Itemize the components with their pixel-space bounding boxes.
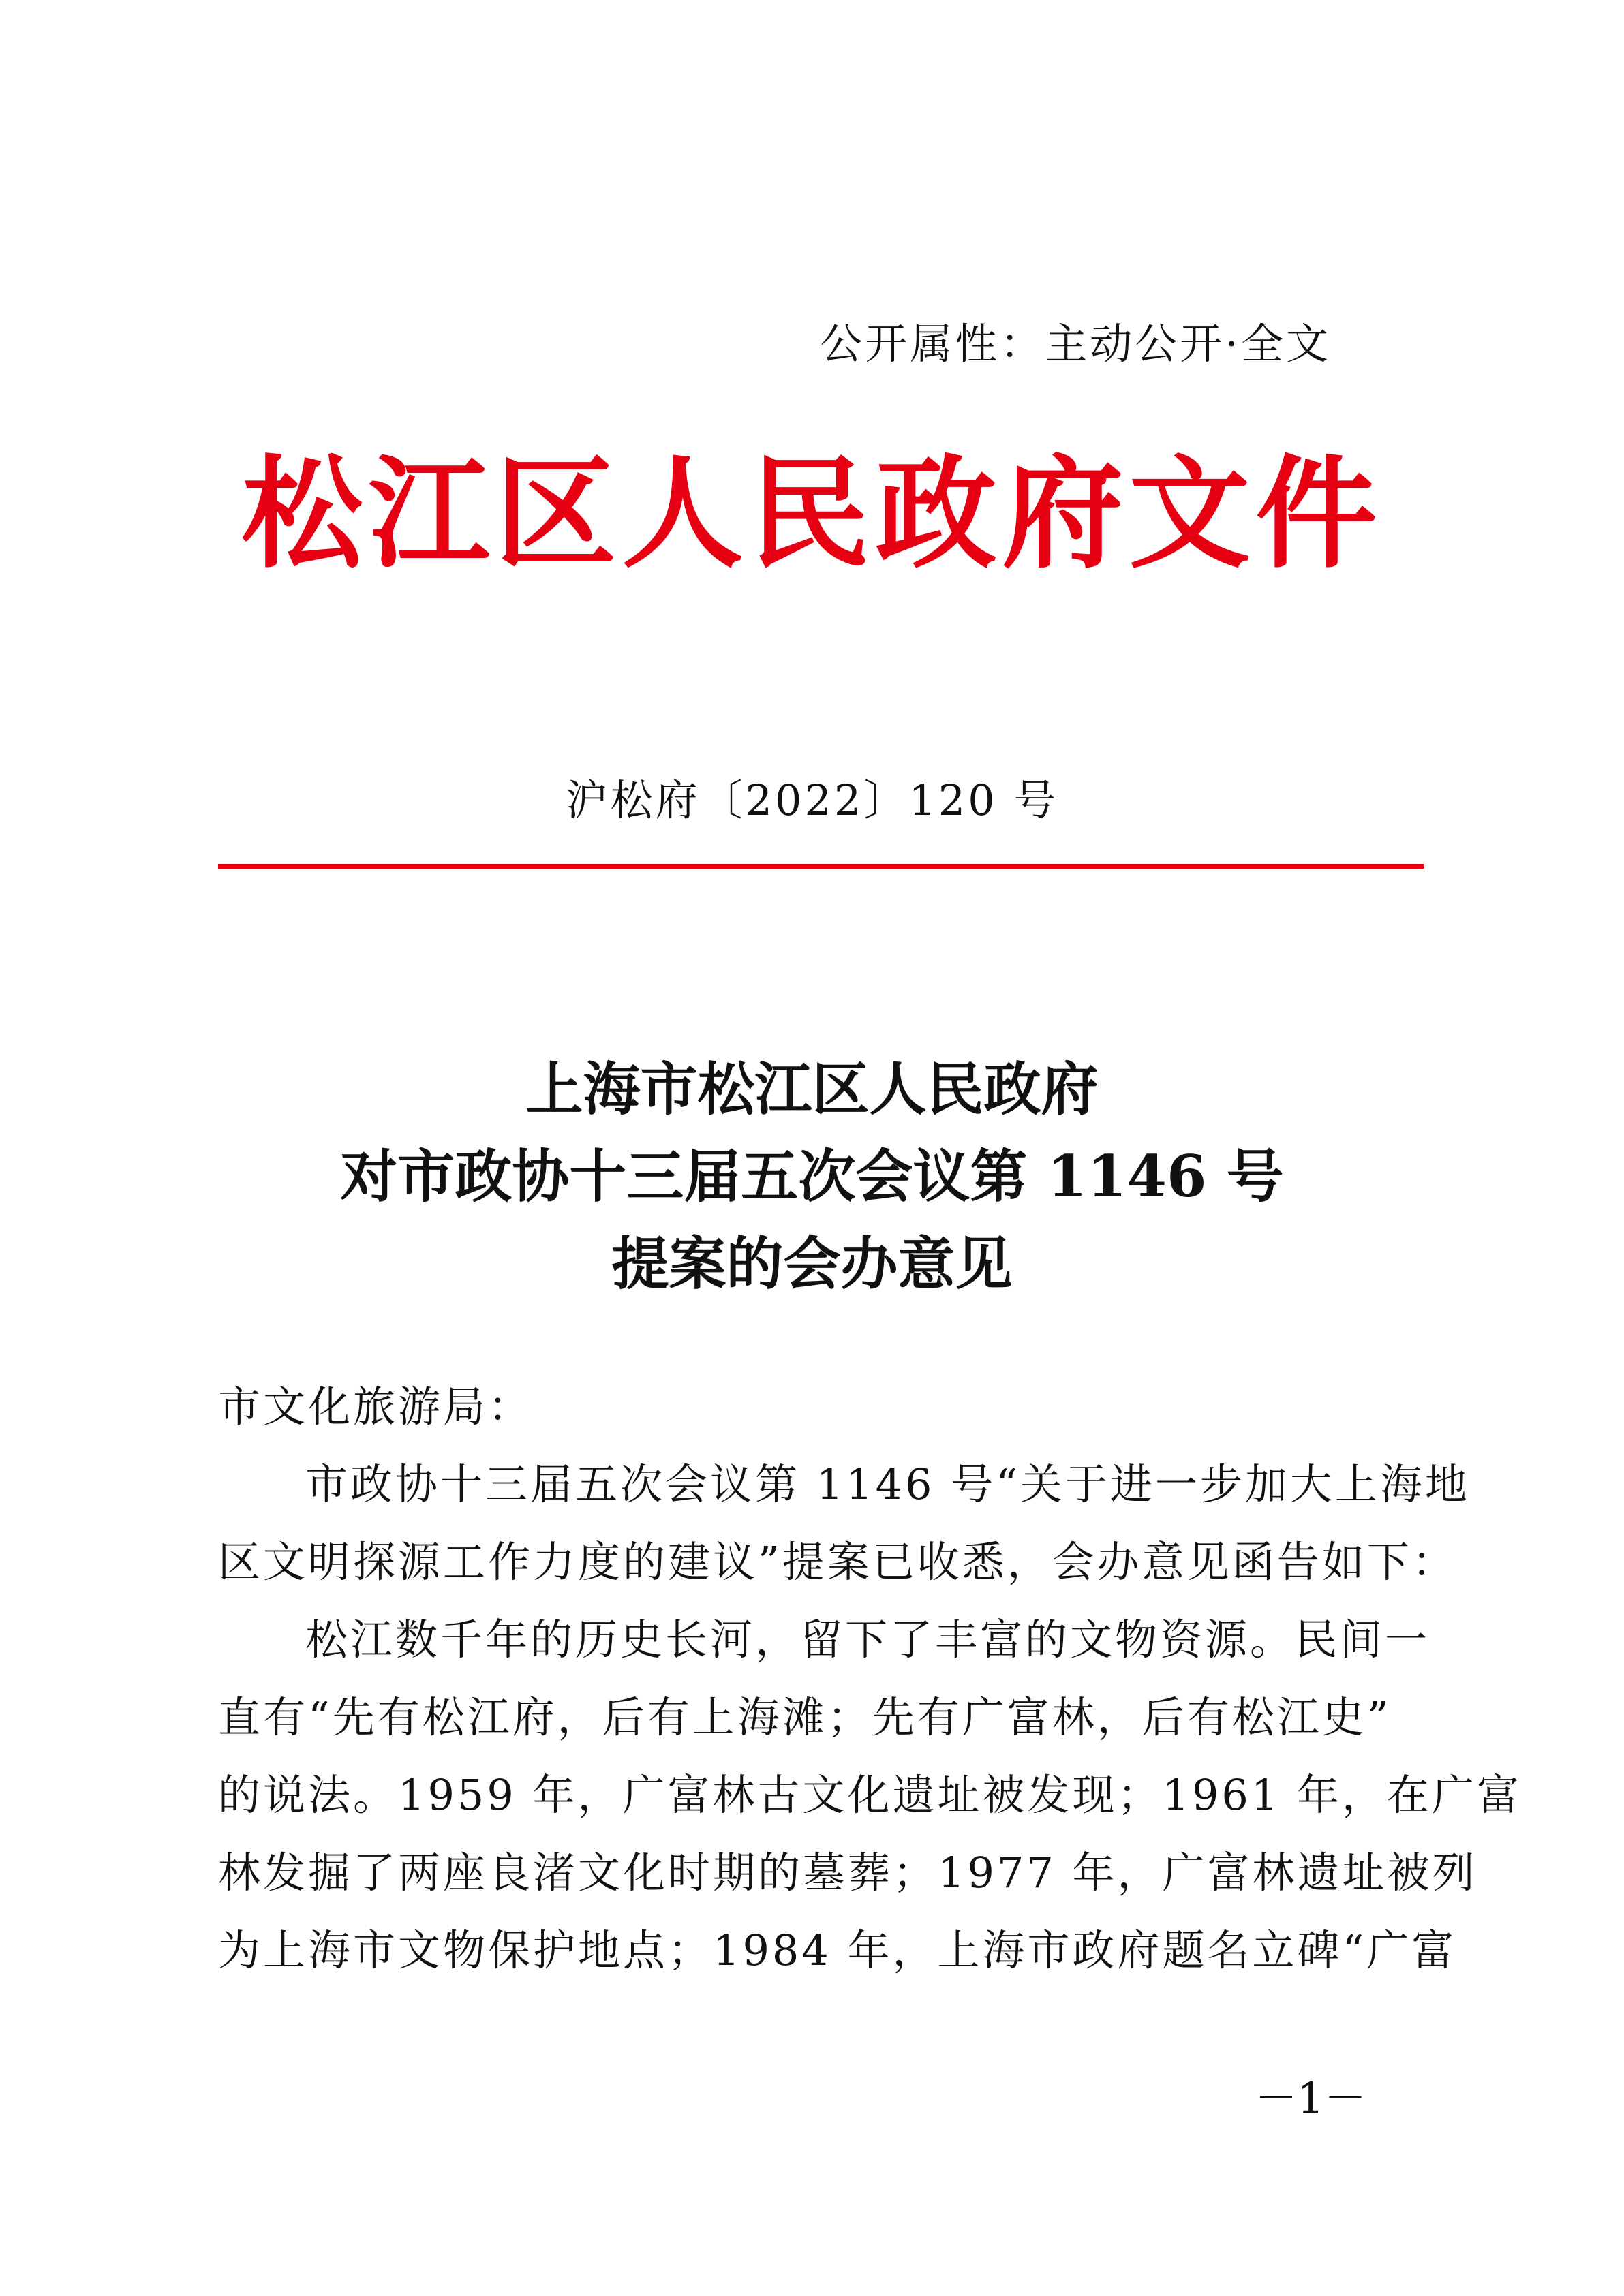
paragraph-2-line-1: 松江数千年的历史长河，留下了丰富的文物资源。民间一 — [305, 1615, 1430, 1664]
document-body — [218, 1368, 1522, 1989]
disclosure-attribute: 公开属性：主动公开·全文 — [820, 319, 1331, 369]
paragraph-1-line-1: 市政协十三届五次会议第 1146 号“关于进一步加大上海地 — [305, 1459, 1470, 1509]
paragraph-2-line-5: 为上海市文物保护地点；1984 年，上海市政府题名立碑“广富 — [218, 1925, 1457, 1975]
page-number: －1－ — [1255, 2073, 1366, 2123]
document-number: 沪松府〔2022〕120 号 — [565, 775, 1059, 825]
paragraph-2-line-2: 直有“先有松江府，后有上海滩；先有广富林，后有松江史” — [218, 1692, 1392, 1742]
paragraph-2-line-3: 的说法。1959 年，广富林古文化遗址被发现；1961 年，在广富 — [218, 1770, 1522, 1820]
paragraph-1-line-2: 区文明探源工作力度的建议”提案已收悉，会办意见函告如下： — [218, 1537, 1457, 1587]
salutation: 市文化旅游局： — [218, 1382, 534, 1431]
document-header: 松江区人民政府文件 — [241, 442, 1383, 585]
red-separator-line — [218, 864, 1424, 869]
title-line-3: 提案的会办意见 — [611, 1230, 1013, 1297]
document-title — [0, 1046, 1624, 1307]
paragraph-2-line-4: 林发掘了两座良渚文化时期的墓葬；1977 年，广富林遗址被列 — [218, 1848, 1477, 1897]
title-line-2: 对市政协十三届五次会议第 1146 号 — [340, 1143, 1284, 1210]
title-line-1: 上海市松江区人民政府 — [525, 1055, 1099, 1123]
